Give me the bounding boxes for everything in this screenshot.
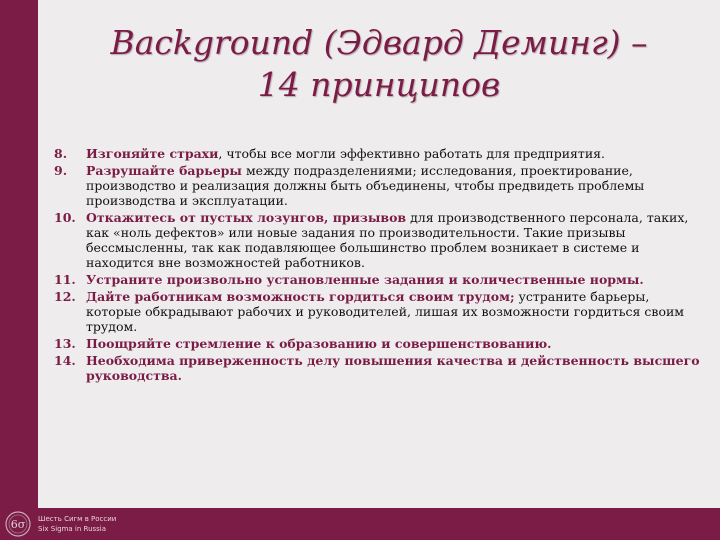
principle-number: 11. — [54, 272, 76, 287]
slide-panel — [38, 0, 720, 508]
principle-text: для производственного персонала, таких, как «ноль дефектов» или новые задания по производительности. Такие призывы бессмысленны, так как подавляющее большинство проблем возникает в системе и находится вне возможностей работников. — [86, 210, 689, 270]
principle-heading: Откажитесь от пустых лозунгов, призывов — [86, 210, 407, 225]
principle-heading: Необходима приверженность делу повышения качества и действенность высшего руководства. — [86, 353, 700, 383]
principle-item-14 — [54, 353, 704, 383]
footer-line-en: Six Sigma in Russia — [38, 525, 107, 533]
principle-item-10 — [54, 210, 704, 270]
slide-title — [38, 22, 720, 106]
principle-item-8 — [54, 146, 704, 161]
principle-item-13 — [54, 336, 704, 351]
principle-number: 12. — [54, 289, 76, 304]
footer-caption — [38, 514, 116, 534]
footer-line-ru: Шесть Сигм в России — [38, 515, 117, 523]
logo-text: 6σ — [10, 518, 26, 531]
principle-item-11 — [54, 272, 704, 287]
principle-text: между подразделениями; исследования, проектирование, производство и реализация должны быть объединены, чтобы предвидеть проблемы производства и эксплуатации. — [86, 163, 645, 208]
principles-list — [54, 146, 704, 385]
principle-heading: Устраните произвольно установленные задания и количественные нормы. — [86, 272, 644, 287]
principle-heading: Разрушайте барьеры — [86, 163, 242, 178]
principle-heading: Дайте работникам возможность гордиться своим трудом; — [86, 289, 515, 304]
principle-number: 14. — [54, 353, 76, 368]
principle-text: устраните барьеры, которые обкрадывают рабочих и руководителей, лишая их возможности гордиться своим трудом. — [86, 289, 685, 334]
principle-heading: Изгоняйте страхи — [86, 146, 219, 161]
principle-item-9 — [54, 163, 704, 208]
principle-number: 9. — [54, 163, 68, 178]
principle-item-12 — [54, 289, 704, 334]
principle-text: , чтобы все могли эффективно работать для предприятия. — [218, 146, 606, 161]
title-line-1: Background (Эдвард Деминг) – — [110, 23, 648, 62]
principle-number: 8. — [54, 146, 68, 161]
principle-number: 13. — [54, 336, 76, 351]
principle-heading: Поощряйте стремление к образованию и совершенствованию. — [86, 336, 552, 351]
principle-number: 10. — [54, 210, 76, 225]
six-sigma-logo-icon — [4, 510, 32, 538]
title-line-2: 14 принципов — [257, 65, 501, 104]
footer-bar — [0, 508, 720, 540]
